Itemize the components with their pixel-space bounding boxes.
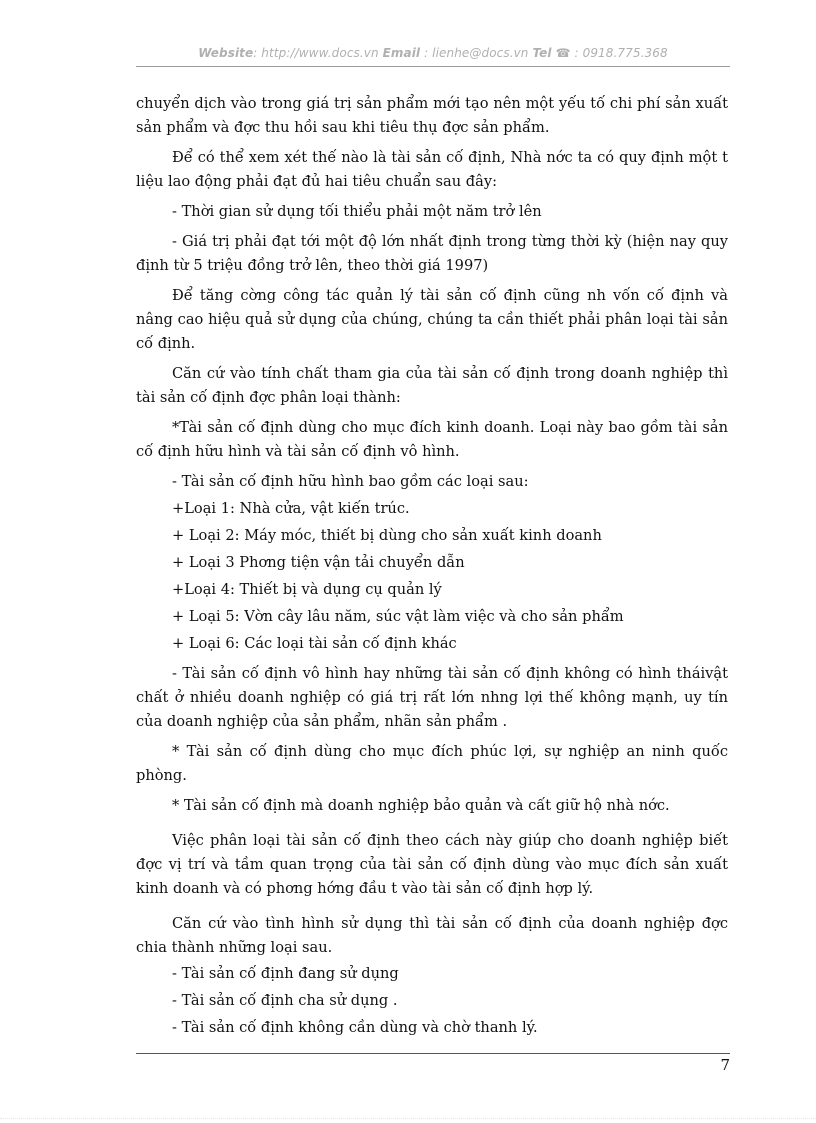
footer-divider bbox=[136, 1053, 730, 1054]
paragraph: *Tài sản cố định dùng cho mục đích kinh doanh. Loại này bao gồm tài sản cố định hữu hình và tài sản cố định vô hình. bbox=[136, 419, 728, 460]
list-item: +Loại 1: Nhà cửa, vật kiến trúc. bbox=[172, 500, 410, 517]
list-item: +Loại 4: Thiết bị và dụng cụ quản lý bbox=[172, 581, 442, 598]
paragraph: Để có thể xem xét thế nào là tài sản cố định, Nhà nớc ta có quy định một t liệu lao động phải đạt đủ hai tiêu chuẩn sau đây: bbox=[136, 149, 728, 190]
paragraph: - Giá trị phải đạt tới một độ lớn nhất định trong từng thời kỳ (hiện nay quy định từ 5 triệu đồng trở lên, theo thời giá 1997) bbox=[136, 233, 728, 274]
tel-label: Tel bbox=[532, 46, 552, 60]
paragraph: Để tăng cờng công tác quản lý tài sản cố định cũng nh vốn cố định và nâng cao hiệu quả sử dụng của chúng, chúng ta cần thiết phải phân loại tài sản cố định. bbox=[136, 287, 728, 352]
email-value: : lienhe@docs.vn bbox=[424, 46, 529, 60]
tel-value: ☎ : 0918.775.368 bbox=[555, 46, 668, 60]
page-edge-dots bbox=[0, 1118, 816, 1119]
list-item: - Tài sản cố định cha sử dụng . bbox=[172, 992, 398, 1009]
page-number: 7 bbox=[720, 1056, 730, 1074]
header-divider bbox=[136, 66, 730, 67]
email-label: Email bbox=[382, 46, 421, 60]
list-item: + Loại 6: Các loại tài sản cố định khác bbox=[172, 635, 457, 652]
paragraph: Căn cứ vào tính chất tham gia của tài sản cố định trong doanh nghiệp thì tài sản cố định đợc phân loại thành: bbox=[136, 365, 728, 406]
list-item: + Loại 3 Phơng tiện vận tải chuyển dẫn bbox=[172, 554, 465, 571]
website-value: : http://www.docs.vn bbox=[253, 46, 379, 60]
paragraph: Căn cứ vào tình hình sử dụng thì tài sản cố định của doanh nghiệp đợc chia thành những loại sau. bbox=[136, 915, 728, 956]
page-header bbox=[136, 46, 730, 60]
document-body bbox=[136, 92, 728, 1040]
list-item: - Tài sản cố định đang sử dụng bbox=[172, 965, 399, 982]
website-label: Website bbox=[198, 46, 254, 60]
list-item: + Loại 2: Máy móc, thiết bị dùng cho sản xuất kinh doanh bbox=[172, 527, 602, 544]
list-item: - Tài sản cố định không cần dùng và chờ thanh lý. bbox=[172, 1019, 538, 1036]
list-item: + Loại 5: Vờn cây lâu năm, súc vật làm việc và cho sản phẩm bbox=[172, 608, 624, 625]
paragraph: * Tài sản cố định dùng cho mục đích phúc lợi, sự nghiệp an ninh quốc phòng. bbox=[136, 743, 728, 784]
paragraph: - Tài sản cố định vô hình hay những tài sản cố định không có hình tháivật chất ở nhiều doanh nghiệp có giá trị rất lớn nhng lợi thế không mạnh, uy tín của doanh nghiệp của sản phẩm, nhãn sản phẩm . bbox=[136, 665, 728, 730]
list-heading: - Tài sản cố định hữu hình bao gồm các loại sau: bbox=[172, 473, 529, 490]
paragraph: - Thời gian sử dụng tối thiểu phải một năm trở lên bbox=[172, 203, 542, 220]
paragraph: * Tài sản cố định mà doanh nghiệp bảo quản và cất giữ hộ nhà nớc. bbox=[172, 797, 670, 814]
paragraph: Việc phân loại tài sản cố định theo cách này giúp cho doanh nghiệp biết đợc vị trí và tầm quan trọng của tài sản cố định dùng vào mục đích sản xuất kinh doanh và có phơng hớng đầu t vào tài sản cố định hợp lý. bbox=[136, 832, 728, 897]
paragraph: chuyển dịch vào trong giá trị sản phẩm mới tạo nên một yếu tố chi phí sản xuất sản phẩm và đợc thu hồi sau khi tiêu thụ đợc sản phẩm. bbox=[136, 95, 728, 136]
